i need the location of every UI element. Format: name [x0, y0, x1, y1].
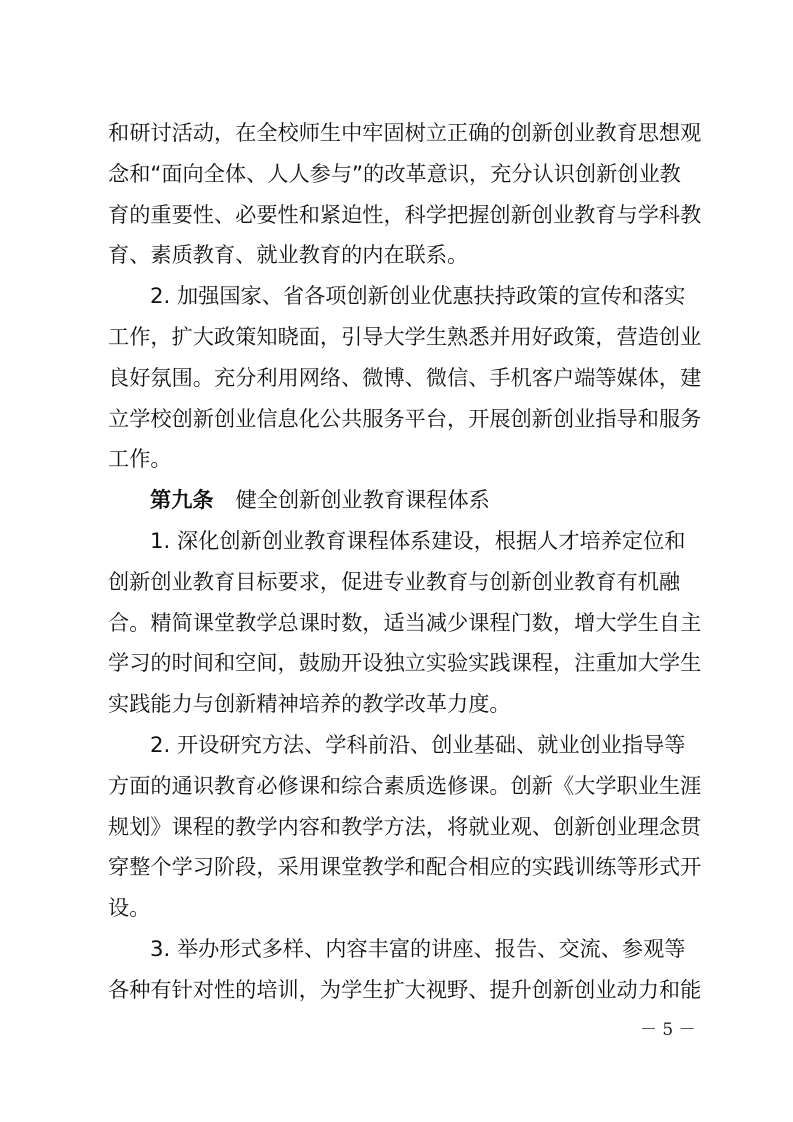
text-line: 立学校创新创业信息化公共服务平台，开展创新创业指导和服务 — [108, 405, 702, 431]
page-number: － 5 － — [640, 1020, 696, 1040]
paragraph-first-line: 2. 开设研究方法、学科前沿、创业基础、就业创业指导等 — [150, 731, 686, 757]
text-line: 育的重要性、必要性和紧迫性，科学把握创新创业教育与学科教 — [108, 201, 702, 227]
text-line: 和研讨活动，在全校师生中牢固树立正确的创新创业教育思想观 — [108, 120, 702, 145]
text-line: 合。精简课堂教学总课时数，适当减少课程门数，增大学生自主 — [108, 609, 702, 635]
text-line: 规划》课程的教学内容和教学方法，将就业观、创新创业理念贯 — [108, 813, 702, 839]
text-line: 设。 — [108, 895, 151, 921]
text-line: 念和“面向全体、人人参与”的改革意识，充分认识创新创业教 — [108, 160, 681, 186]
paragraph-first-line: 3. 举办形式多样、内容丰富的讲座、报告、交流、参观等 — [150, 935, 686, 961]
article-title: 健全创新创业教育课程体系 — [235, 487, 490, 513]
article-heading — [108, 480, 703, 521]
text-line: 创新创业教育目标要求，促进专业教育与创新创业教育有机融 — [108, 568, 681, 594]
text-line: 各种有针对性的培训，为学生扩大视野、提升创新创业动力和能 — [108, 976, 702, 1002]
text-line: 工作。 — [108, 446, 172, 472]
article-number: 第九条 — [150, 487, 214, 513]
text-line: 工作，扩大政策知晓面，引导大学生熟悉并用好政策，营造创业 — [108, 323, 702, 349]
text-line: 育、素质教育、就业教育的内在联系。 — [108, 242, 469, 268]
text-line: 学习的时间和空间，鼓励开设独立实验实践课程，注重加大学生 — [108, 650, 702, 676]
paragraph-first-line: 1. 深化创新创业教育课程体系建设，根据人才培养定位和 — [150, 527, 686, 553]
text-line: 穿整个学习阶段，采用课堂教学和配合相应的实践训练等形式开 — [108, 854, 702, 880]
text-line: 实践能力与创新精神培养的教学改革力度。 — [108, 691, 511, 717]
text-line: 良好氛围。充分利用网络、微博、微信、手机客户端等媒体，建 — [108, 364, 702, 390]
document-body — [108, 113, 703, 1011]
paragraph-first-line: 2. 加强国家、省各项创新创业优惠扶持政策的宣传和落实 — [150, 283, 686, 309]
text-line: 方面的通识教育必修课和综合素质选修课。创新《大学职业生涯 — [108, 772, 702, 798]
